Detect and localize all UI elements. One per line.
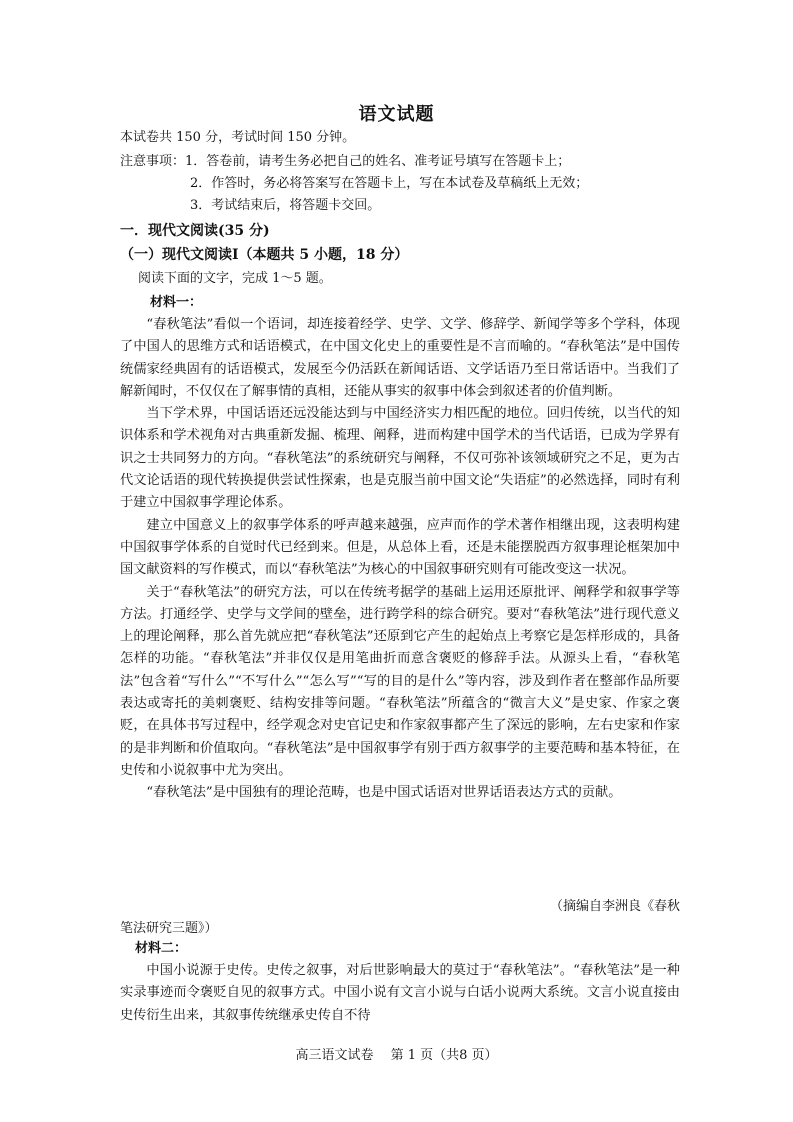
paragraph: “春秋笔法”是中国独有的理论范畴，也是中国式话语对世界话语表达方式的贡献。	[146, 785, 622, 801]
material1-label: 材料一：	[150, 295, 203, 310]
paragraph: 当下学术界，中国话语还远没能达到与中国经济实力相匹配的地位。回归传统，以当代的知识体系和学术视角对古典重新发掘、梳理、阐释，进而构建中国学术的当代话语，已成为学界有识之士共同努力的方向。“春秋笔法”的系统研究与阐释，不仅可弥补该领域研究之不足，更为古代文论话语的现代转换提供尝试性探索，也是克服当前中国文论“失语症”的必然选择，同时有利于建立中国叙事学理论体系。	[120, 406, 680, 511]
material2-label: 材料二：	[135, 941, 188, 956]
subsection-heading: （一）现代文阅读Ⅰ（本题共 5 小题，18 分）	[120, 247, 409, 263]
note-item: 1．答卷前，请考生务必把自己的姓名、准考证号填写在答题卡上；	[185, 154, 571, 169]
instruction: 阅读下面的文字，完成 1～5 题。	[138, 271, 332, 286]
source-citation-cont: 笔法研究三题》）	[120, 921, 218, 936]
material2-body	[120, 960, 680, 1027]
exam-info: 本试卷共 150 分，考试时间 150 分钟。	[120, 130, 356, 145]
page-footer: 高三语文试卷 第 1 页（共8 页）	[295, 1048, 498, 1063]
note-item: 3．考试结束后，将答题卡交回。	[190, 198, 381, 213]
note-item: 2．作答时，务必将答案写在答题卡上，写在本试卷及草稿纸上无效；	[190, 176, 589, 191]
notes-label: 注意事项：	[120, 154, 186, 169]
paragraph: 建立中国意义上的叙事学体系的呼声越来越强，应声而作的学术著作相继出现，这表明构建中国叙事学体系的自觉时代已经到来。但是，从总体上看，还是未能摆脱西方叙事理论框架加中国文献资料的写作模式，而以“春秋笔法”为核心的中国叙事研究则有可能改变这一状况。	[120, 517, 680, 578]
exam-title: 语文试题	[358, 104, 435, 125]
material1-body	[120, 314, 680, 805]
paragraph: 中国小说源于史传。史传之叙事，对后世影响最大的莫过于“春秋笔法”。“春秋笔法”是一种实录事迹而令褒贬自见的叙事方式。中国小说有文言小说与白话小说两大系统。文言小说直接由史传衍生出来，其叙事传统继承史传自不待	[120, 963, 680, 1023]
notes-row-1	[120, 151, 570, 173]
paragraph: 关于“春秋笔法”的研究方法，可以在传统考据学的基础上运用还原批评、阐释学和叙事学等方法。打通经学、史学与文学间的壁垒，进行跨学科的综合研究。要对“春秋笔法”进行现代意义上的理论阐释，那么首先就应把“春秋笔法”还原到它产生的起始点上考察它是怎样形成的，具备怎样的功能。“春秋笔法”并非仅仅是用笔曲折而意含褒贬的修辞手法。从源头上看，“春秋笔法”包含着“写什么”“不写什么”“怎么写”“写的目的是什么”等内容，涉及到作者在整部作品所要表达或寄托的美刺褒贬、结构安排等问题。“春秋笔法”所蕴含的“微言大义”是史家、作家之褒贬，在具体书写过程中，经学观念对史官记史和作家叙事都产生了深远的影响，左右史家和作家的是非判断和价值取向。“春秋笔法”是中国叙事学有别于西方叙事学的主要范畴和基本特征，在史传和小说叙事中尤为突出。	[120, 584, 680, 778]
paragraph: “春秋笔法”看似一个语词，却连接着经学、史学、文学、修辞学、新闻学等多个学科，体现了中国人的思维方式和话语模式，在中国文化史上的重要性是不言而喻的。“春秋笔法”是中国传统儒家经典固有的话语模式，发展至今仍活跃在新闻话语、文学话语乃至日常话语中。当我们了解新闻时，不仅仅在了解事情的真相，还能从事实的叙事中体会到叙述者的价值判断。	[120, 317, 680, 399]
source-citation: （摘编自李洲良《春秋	[549, 899, 680, 914]
section-heading: 一．现代文阅读(35 分)	[120, 223, 270, 239]
